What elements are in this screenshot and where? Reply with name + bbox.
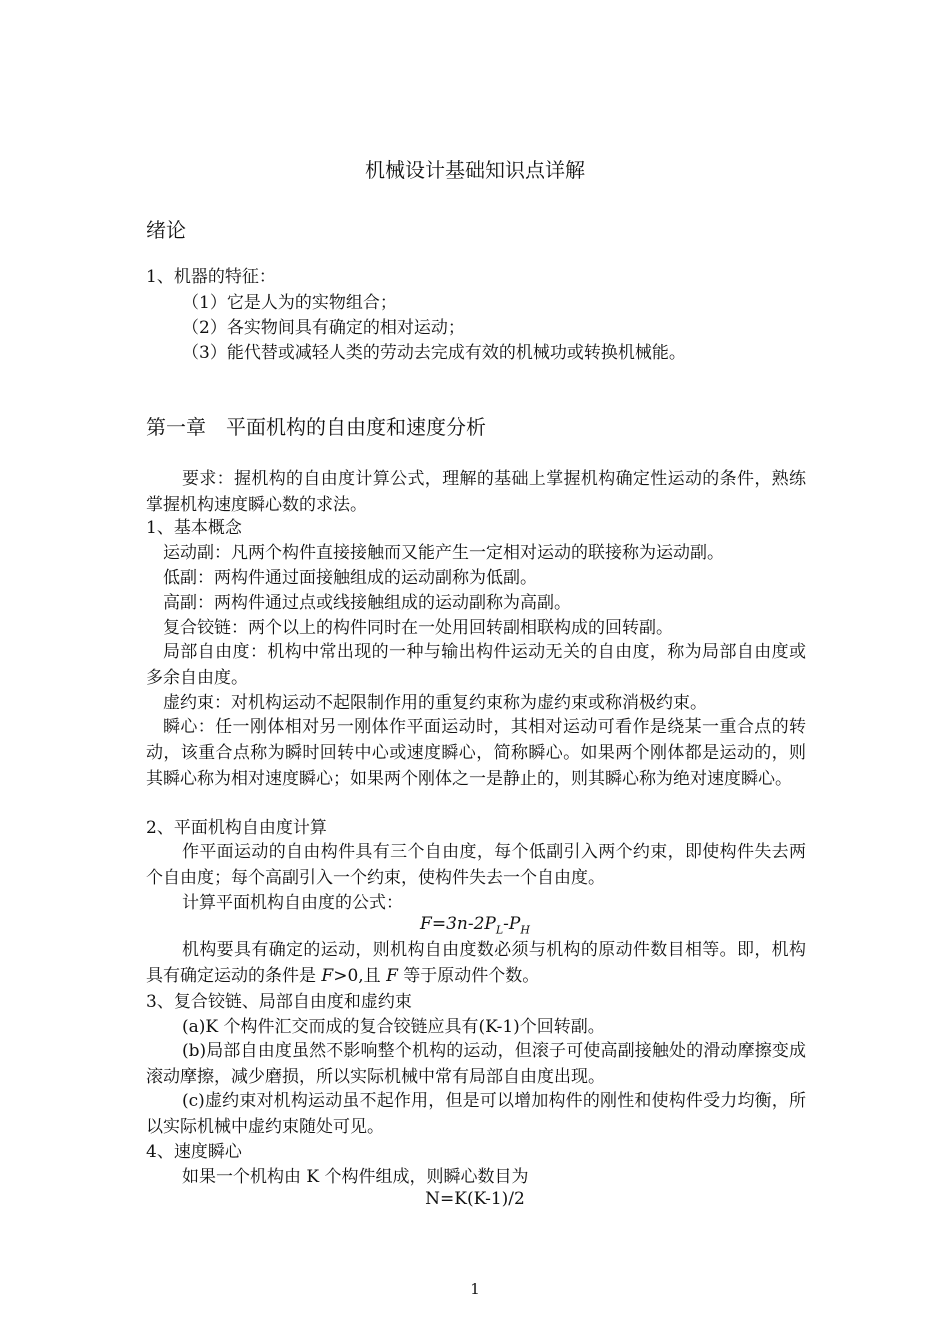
- determinate-text-3: 等于原动件个数。: [397, 966, 540, 986]
- definition-higher-pair: 高副：两构件通过点或线接触组成的运动副称为高副。: [163, 593, 571, 613]
- section-1-heading: 1、基本概念: [146, 518, 242, 538]
- definition-local-dof: 局部自由度：机构中常出现的一种与输出构件运动无关的自由度，称为局部自由度或多余自由度。: [146, 642, 806, 688]
- determinate-text-2: >0,且: [333, 966, 387, 986]
- formula-sub-h: H: [520, 923, 530, 937]
- definition-redundant-constraint: 虚约束：对机构运动不起限制作用的重复约束称为虚约束或称消极约束。: [163, 693, 707, 713]
- definition-instant-center: 瞬心：任一刚体相对另一刚体作平面运动时，其相对运动可看作是绕某一重合点的转动，该重合点称为瞬时回转中心或速度瞬心，简称瞬心。如果两个刚体都是运动的，则其瞬心称为相对速度瞬心；如果两个刚体之一是静止的，则其瞬心称为绝对速度瞬心。: [146, 717, 806, 789]
- instant-center-formula: N=K(K-1)/2: [425, 1189, 525, 1209]
- determinate-motion-paragraph: [146, 937, 806, 989]
- definition-lower-pair: 低副：两构件通过面接触组成的运动副称为低副。: [163, 568, 537, 588]
- document-title: 机械设计基础知识点详解: [365, 158, 585, 182]
- intro-heading: 绪论: [146, 218, 186, 242]
- intro-sub-2: （2）各实物间具有确定的相对运动；: [182, 318, 465, 338]
- section-3-heading: 3、复合铰链、局部自由度和虚约束: [146, 992, 412, 1012]
- determinate-var-f: F: [321, 966, 334, 986]
- redundant-constraint-paragraph: (c)虚约束对机构运动虽不起作用，但是可以增加构件的刚性和使构件受力均衡，所以实际机械中虚约束随处可见。: [146, 1091, 806, 1137]
- determinate-var-f-2: F: [386, 966, 398, 986]
- intro-sub-3: （3）能代替或减轻人类的劳动去完成有效的机械功或转换机械能。: [182, 343, 686, 363]
- section-4-heading: 4、速度瞬心: [146, 1142, 242, 1162]
- chapter1-heading: 第一章 平面机构的自由度和速度分析: [146, 415, 486, 439]
- dof-formula: [0, 914, 950, 936]
- section-2-heading: 2、平面机构自由度计算: [146, 818, 327, 838]
- local-dof-paragraph: (b)局部自由度虽然不影响整个机构的运动，但滚子可使高副接触处的滑动摩擦变成滚动摩擦，减少磨损，所以实际机械中常有局部自由度出现。: [146, 1041, 806, 1087]
- determinate-text-1: 机构要具有确定的运动，则机构自由度数必须与机构的原动件数目相等。即，机构具有确定运动的条件是: [146, 940, 806, 986]
- definition-compound-hinge: 复合铰链：两个以上的构件同时在一处用回转副相联构成的回转副。: [163, 618, 673, 638]
- formula-mid: -P: [503, 914, 521, 934]
- formula-sub-l: L: [495, 923, 504, 937]
- compound-hinge-paragraph: (a)K 个构件汇交而成的复合铰链应具有(K-1)个回转副。: [182, 1017, 605, 1037]
- instant-center-paragraph: 如果一个机构由 K 个构件组成，则瞬心数目为: [182, 1167, 529, 1187]
- page-number: 1: [470, 1280, 480, 1298]
- formula-main: F=3n-2P: [420, 914, 496, 934]
- dof-formula-intro: 计算平面机构自由度的公式：: [182, 893, 403, 913]
- requirements-paragraph: 要求：握机构的自由度计算公式，理解的基础上掌握机构确定性运动的条件，熟练掌握机构速度瞬心数的求法。: [146, 469, 806, 515]
- intro-sub-1: （1）它是人为的实物组合；: [182, 293, 397, 313]
- dof-paragraph: 作平面运动的自由构件具有三个自由度，每个低副引入两个约束，即使构件失去两个自由度；每个高副引入一个约束，使构件失去一个自由度。: [146, 842, 806, 888]
- definition-kinematic-pair: 运动副：凡两个构件直接接触而又能产生一定相对运动的联接称为运动副。: [163, 543, 724, 563]
- intro-item-1: 1、机器的特征：: [146, 267, 276, 287]
